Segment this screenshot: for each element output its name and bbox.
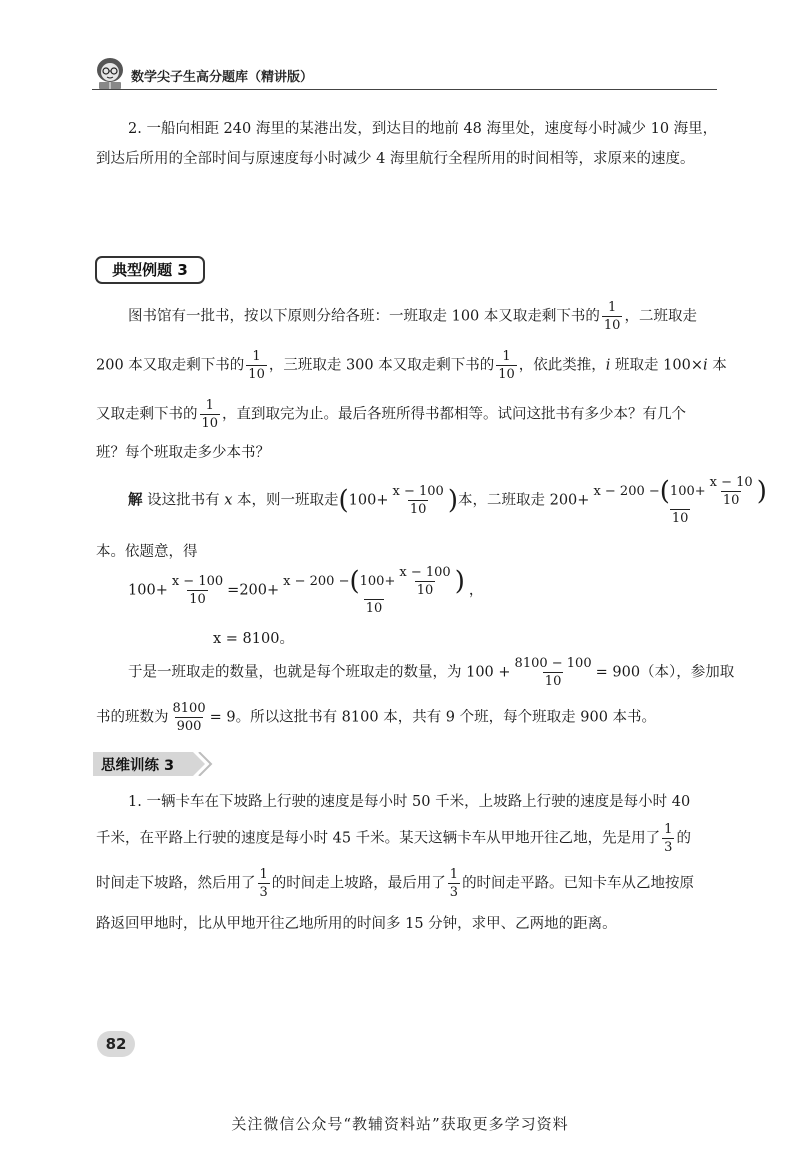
- example-line4: 班？每个班取走多少本书？: [96, 445, 270, 461]
- training-line3: 时间走下坡路，然后用了 $\frac{1}{3}$ 的时间走上坡路，最后用了 $\frac{1}{3}$ 的时间走平路。已知卡车从乙地按原: [96, 867, 695, 900]
- fraction-second-class-expression: x − 200 −(100+ $\frac{x - 10}{10}$ ) 10: [593, 475, 767, 526]
- training-line2: 千米，在平路上行驶的速度是每小时 45 千米。某天这辆卡车从甲地开往乙地，先是用了 $\frac{1}{3}$ 的: [96, 822, 691, 855]
- training-line1: 1. 一辆卡车在下坡路上行驶的速度是每小时 50 千米，上坡路上行驶的速度是每小时 40: [128, 794, 691, 810]
- solution-line1: 解 设这批书有 x 本，则一班取走(100+ $\frac{x - 100}{10}$ )本，二班取走 200+ x − 200 −(100+ $\frac{x - 10}{10}$ ) 10: [128, 475, 767, 526]
- fraction-one-tenth: $\frac{1}{10}$: [201, 398, 219, 431]
- fraction-8100-over-900: $\frac{8100}{900}$: [172, 701, 206, 734]
- fraction-one-third: $\frac{1}{3}$: [664, 822, 673, 855]
- fraction-x-minus-100-over-10: $\frac{x - 100}{10}$: [392, 484, 444, 517]
- fraction-8000-over-10: $\frac{8100 - 100}{10}$: [514, 656, 592, 689]
- example-label: 典型例题 3: [95, 256, 205, 284]
- fraction-x-minus-100-over-10: $\frac{x - 100}{10}$: [171, 574, 224, 607]
- fraction-one-tenth: $\frac{1}{10}$: [248, 349, 265, 382]
- example-line1: 图书馆有一批书，按以下原则分给各班：一班取走 100 本又取走剩下书的 $\frac{1}{10}$ ，二班取走: [128, 300, 697, 333]
- problem2-line1: 2. 一船向相距 240 海里的某港出发，到达目的地前 48 海里处，速度每小时减少 10 海里，: [128, 121, 718, 137]
- book-title: 数学尖子生高分题库（精讲版）: [131, 70, 314, 85]
- fraction-third-term: x − 200 −(100+ $\frac{x - 100}{10}$ ) 10: [283, 565, 465, 616]
- training-line4: 路返回甲地时，比从甲地开往乙地所用的时间多 15 分钟，求甲、乙两地的距离。: [96, 916, 617, 932]
- solution-result: x = 8100。: [213, 631, 294, 647]
- fraction-one-tenth: $\frac{1}{10}$: [498, 349, 515, 382]
- footer-note: 关注微信公众号“教辅资料站”获取更多学习资料: [231, 1115, 569, 1133]
- problem2-line2: 到达后所用的全部时间与原速度每小时减少 4 海里航行全程所用的时间相等，求原来的速度。: [96, 151, 695, 167]
- main-equation: 100+ $\frac{x - 100}{10}$ =200+ x − 200 −(100+ $\frac{x - 100}{10}$ ) 10 ，: [128, 565, 484, 616]
- solution-line2: 本。依题意，得: [96, 544, 198, 560]
- fraction-one-tenth: $\frac{1}{10}$: [603, 300, 621, 333]
- page-number: 82: [97, 1031, 135, 1057]
- mascot-logo-icon: [93, 55, 127, 91]
- solution-line3: 于是一班取走的数量，也就是每个班取走的数量，为 100 + $\frac{8100 - 100}{10}$ = 900（本），参加取: [128, 656, 735, 689]
- fraction-one-third: $\frac{1}{3}$: [449, 867, 459, 900]
- example-line2: 200 本又取走剩下书的 $\frac{1}{10}$ ，三班取走 300 本又取走剩下书的 $\frac{1}{10}$ ，依此类推，i 班取走 100×i 本: [96, 349, 727, 382]
- solution-line4: 书的班数为 $\frac{8100}{900}$ = 9。所以这批书有 8100 本，共有 9 个班，每个班取走 900 本书。: [96, 701, 657, 734]
- training-label-tag: [93, 752, 233, 776]
- example-line3: 又取走剩下书的 $\frac{1}{10}$ ，直到取完为止。最后各班所得书都相等。试问这批书有多少本？有几个: [96, 398, 687, 431]
- header-divider: [92, 89, 717, 90]
- training-label: 思维训练 3: [101, 758, 175, 774]
- fraction-one-third: $\frac{1}{3}$: [259, 867, 268, 900]
